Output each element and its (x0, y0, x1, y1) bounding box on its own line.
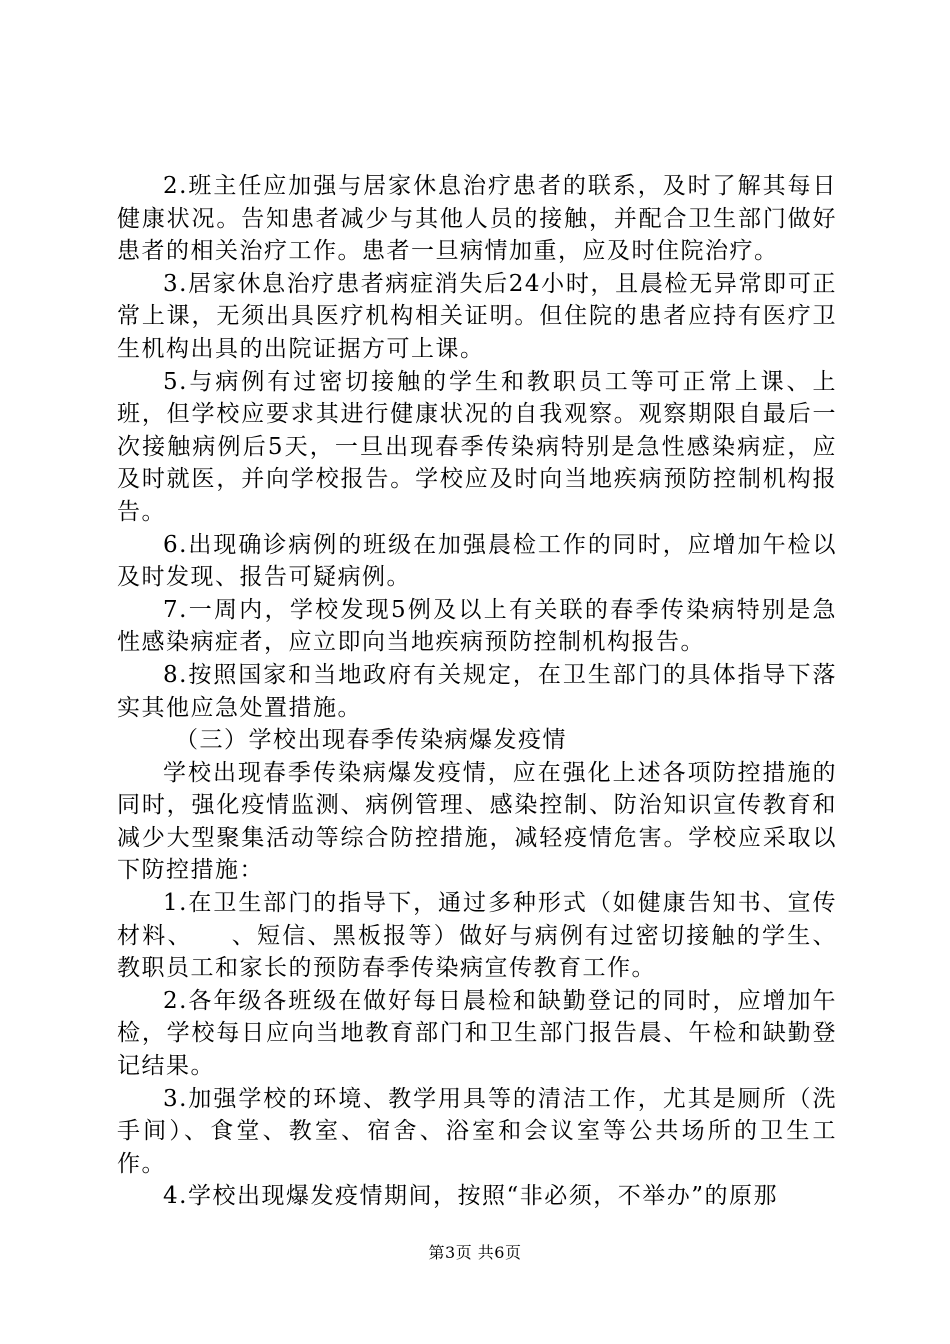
document-body (117, 170, 837, 1213)
paragraph-3-return-to-class: 3.居家休息治疗患者病症消失后24小时，且晨检无异常即可正常上课，无须出具医疗机构相关证明。但住院的患者应持有医疗卫生机构出具的出院证据方可上课。 (117, 270, 837, 362)
paragraph-7-weekly-report: 7.一周内，学校发现5例及以上有关联的春季传染病特别是急性感染病症者，应立即向当地疾病预防控制机构报告。 (117, 596, 837, 656)
paragraph-1-education: 1.在卫生部门的指导下，通过多种形式（如健康告知书、宣传材料、 、短信、黑板报等）做好与病例有过密切接触的学生、教职员工和家长的预防春季传染病宣传教育工作。 (117, 890, 837, 982)
paragraph-2-teacher-contact: 2.班主任应加强与居家休息治疗患者的联系，及时了解其每日健康状况。告知患者减少与其他人员的接触，并配合卫生部门做好患者的相关治疗工作。患者一旦病情加重，应及时住院治疗。 (117, 173, 837, 265)
paragraph-3-cleaning: 3.加强学校的环境、教学用具等的清洁工作，尤其是厕所（洗手间）、食堂、教室、宿舍、浴室和会议室等公共场所的卫生工作。 (117, 1085, 837, 1177)
section-heading-outbreak: （三）学校出现春季传染病爆发疫情 (175, 727, 567, 754)
paragraph-8-emergency-measures: 8.按照国家和当地政府有关规定，在卫生部门的具体指导下落实其他应急处置措施。 (117, 661, 837, 721)
paragraph-4-gatherings: 4.学校出现爆发疫情期间，按照“非必须，不举办”的原那 (163, 1183, 778, 1210)
paragraph-5-close-contacts: 5.与病例有过密切接触的学生和教职员工等可正常上课、上班，但学校应要求其进行健康状况的自我观察。观察期限自最后一次接触病例后5天，一旦出现春季传染病特别是急性感染病症，应及时就医，并向学校报告。学校应及时向当地疾病预防控制机构报告。 (117, 368, 837, 525)
paragraph-outbreak-intro: 学校出现春季传染病爆发疫情，应在强化上述各项防控措施的同时，强化疫情监测、病例管理、感染控制、防治知识宣传教育和减少大型聚集活动等综合防控措施，减轻疫情危害。学校应采取以下防控措施： (117, 759, 837, 884)
paragraph-6-noon-check: 6.出现确诊病例的班级在加强晨检工作的同时，应增加午检以及时发现、报告可疑病例。 (117, 531, 837, 591)
paragraph-2-daily-checks: 2.各年级各班级在做好每日晨检和缺勤登记的同时，应增加午检，学校每日应向当地教育部门和卫生部门报告晨、午检和缺勤登记结果。 (117, 987, 837, 1080)
page-number-footer: 第3页 共6页 (428, 1243, 522, 1262)
